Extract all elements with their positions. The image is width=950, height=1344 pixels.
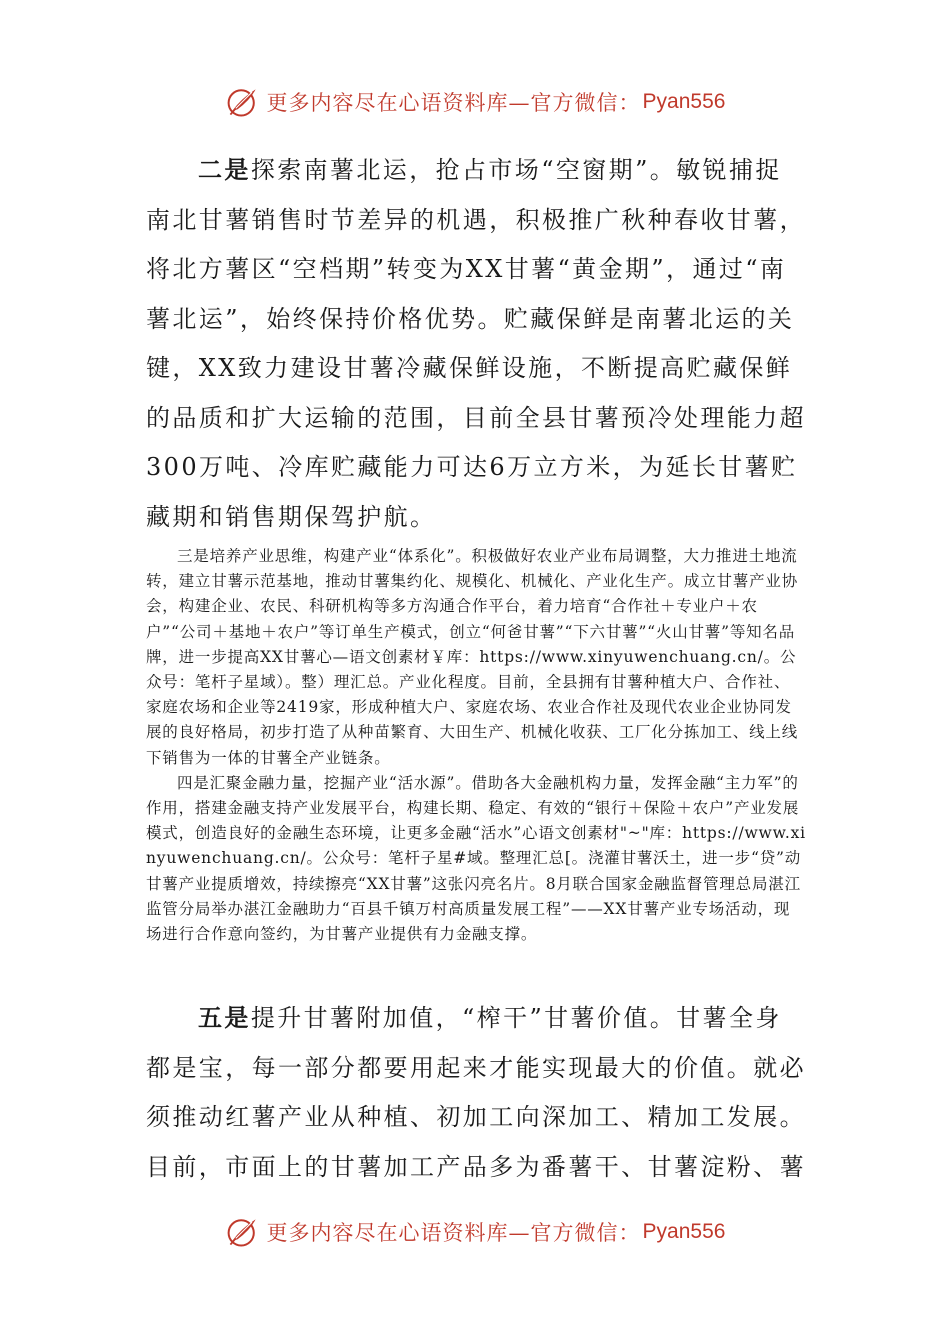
paragraph-two-lead: 二是 (198, 155, 251, 184)
watermark-banner-top (0, 80, 950, 124)
paragraph-three: 三是培养产业思维，构建产业“体系化”。积极做好农业产业布局调整，大力推进土地流转，建立甘薯示范基地，推动甘薯集约化、规模化、机械化、产业化生产。成立甘薯产业协会，构建企业、农民、科研机构等多方沟通合作平台，着力培育“合作社＋专业户＋农户”“公司＋基地＋农户”等订单生产模式，创立“何爸甘薯”“下六甘薯”“火山甘薯”等知名品牌，进一步提高XX甘薯心—语文创素材￥库：https://www.xinyuwenchuang.cn/。公众号：笔杆子星域）。整）理汇总。产业化程度。目前，全县拥有甘薯种植大户、合作社、家庭农场和企业等2419家，形成种植大户、家庭农场、农业合作社及现代农业企业协同发展的良好格局，初步打造了从种苗繁育、大田生产、机械化收获、工厂化分拣加工、线上线下销售为一体的甘薯全产业链条。 (146, 547, 799, 767)
watermark-banner-bottom (0, 1210, 950, 1254)
paragraph-five-lead: 五是 (198, 1003, 251, 1032)
quill-logo-icon (225, 84, 261, 120)
small-text-block (146, 544, 806, 947)
paragraph-five-text: 提升甘薯附加值，“榨干”甘薯价值。甘薯全身都是宝，每一部分都要用起来才能实现最大的价值。就必须推动红薯产业从种植、初加工向深加工、精加工发展。目前，市面上的甘薯加工产品多为番薯干、甘薯淀粉、薯 (146, 1004, 806, 1181)
watermark-wechat-id: Pyan556 (642, 90, 726, 113)
watermark-wechat-id: Pyan556 (642, 1220, 726, 1243)
watermark-text: 更多内容尽在心语资料库—官方微信： (266, 1221, 641, 1245)
quill-logo-icon (225, 1214, 261, 1250)
paragraph-four: 四是汇聚金融力量，挖掘产业“活水源”。借助各大金融机构力量，发挥金融“主力军”的作用，搭建金融支持产业发展平台，构建长期、稳定、有效的“银行＋保险＋农户”产业发展模式，创造良好的金融生态环境，让更多金融“活水”心语文创素材"~"库：https://www.xinyuwenchuang.cn/。公众号：笔杆子星#域。整理汇总[。浇灌甘薯沃土，进一步“贷”动甘薯产业提质增效，持续擦亮“XX甘薯”这张闪亮名片。8月联合国家金融监督管理总局湛江监管分局举办湛江金融助力“百县千镇万村高质量发展工程”——XX甘薯产业专场活动，现场进行合作意向签约，为甘薯产业提供有力金融支撑。 (146, 773, 806, 944)
paragraph-two (146, 145, 806, 542)
paragraph-two-text: 探索南薯北运，抢占市场“空窗期”。敏锐捕捉南北甘薯销售时节差异的机遇，积极推广秋种春收甘薯，将北方薯区“空档期”转变为XX甘薯“黄金期”，通过“南薯北运”，始终保持价格优势。贮藏保鲜是南薯北运的关键，XX致力建设甘薯冷藏保鲜设施，不断提高贮藏保鲜的品质和扩大运输的范围，目前全县甘薯预冷处理能力超300万吨、冷库贮藏能力可达6万立方米，为延长甘薯贮藏期和销售期保驾护航。 (146, 156, 806, 531)
watermark-text: 更多内容尽在心语资料库—官方微信： (266, 91, 641, 115)
paragraph-five (146, 993, 806, 1192)
